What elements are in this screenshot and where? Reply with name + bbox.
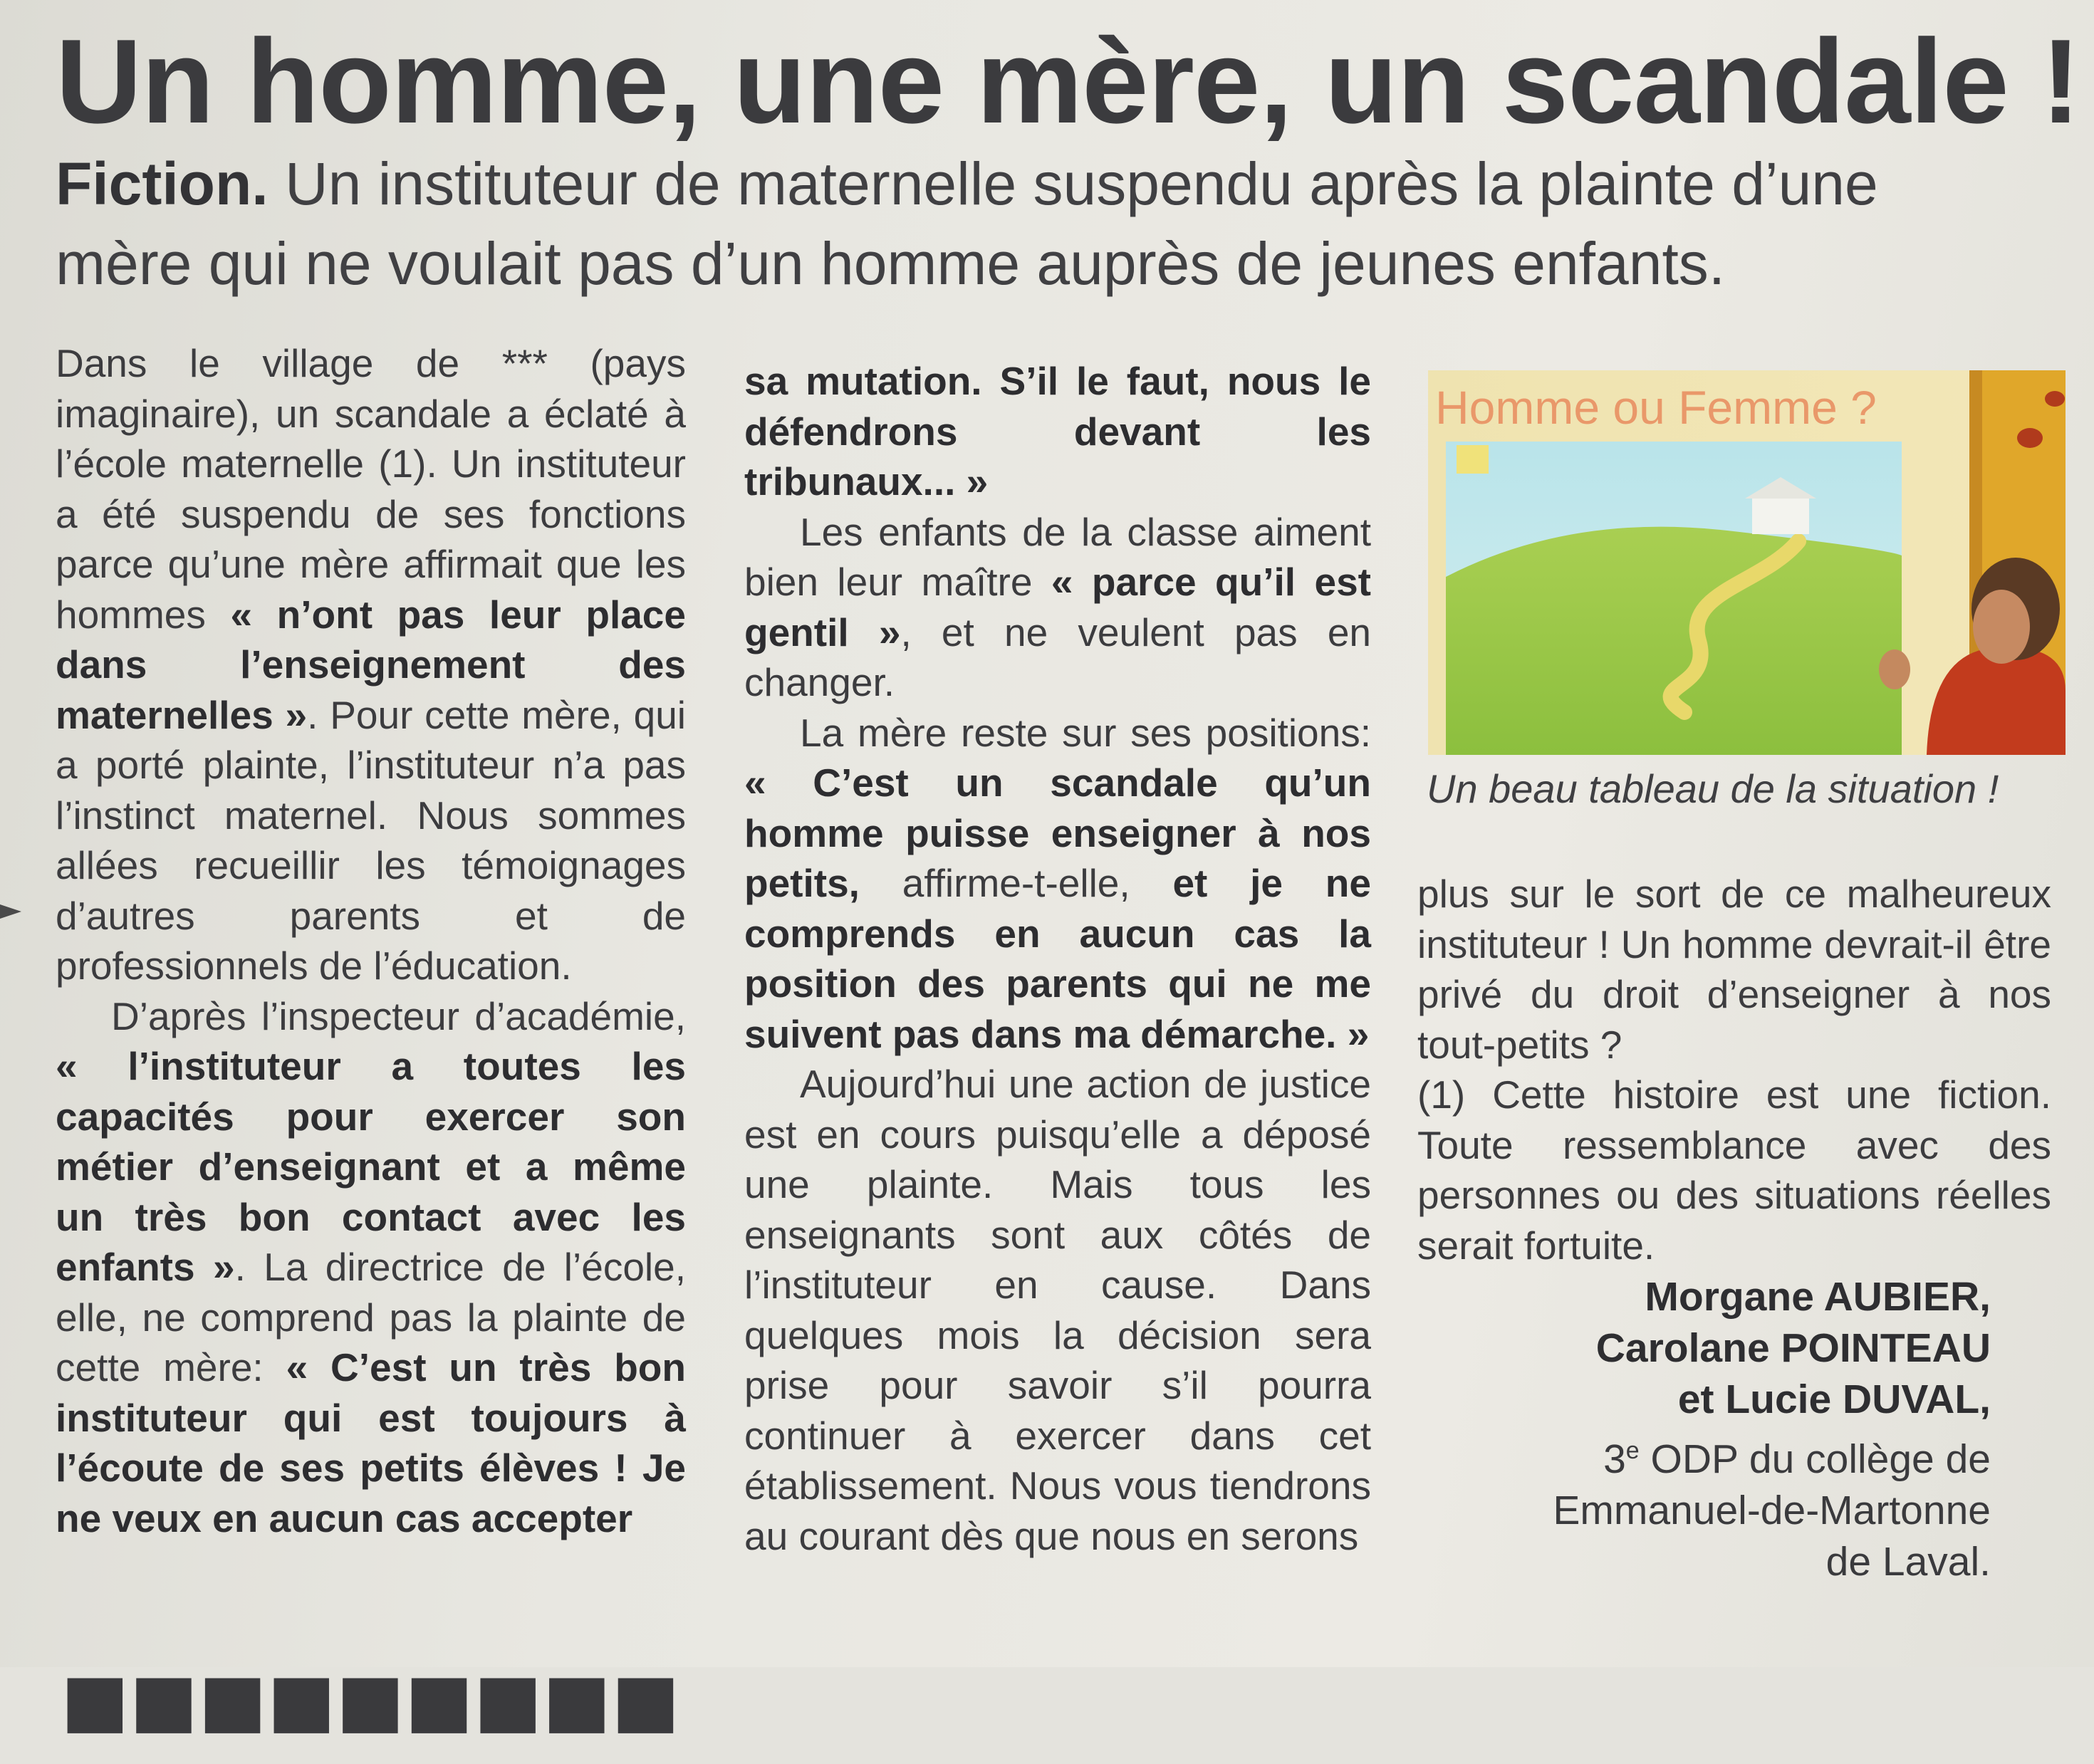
text-run: . Pour cette mère, qui a porté plainte, l’instituteur n’a pas l’instinct maternel. Nous sommes allées recueillir les témoignages d’autres parents et de professionnels de l’éducation.: [56, 692, 687, 988]
text-run: La mère reste sur ses positions:: [800, 710, 1371, 755]
article-column-2: [744, 356, 1371, 1561]
footnote: (1) Cette histoire est une fiction. Toute ressemblance avec des personnes ou des situations réelles serait fortuite.: [1417, 1073, 2051, 1268]
article-headline: Un homme, une mère, un scandale !: [56, 14, 2080, 148]
photo-teacher-face: [1973, 590, 2030, 664]
class-number: 3: [1603, 1436, 1626, 1482]
class-superscript: e: [1625, 1437, 1640, 1464]
quote-run: « C’est un très bon instituteur qui est toujours à l’écoute de ses petits élèves ! Je ne veux en aucun cas accepter: [56, 1345, 686, 1540]
class-label: ODP du collège de: [1639, 1436, 1991, 1482]
article-column-3: [1417, 869, 2051, 1270]
article-subheadline: [56, 144, 1993, 303]
text-run: Les enfants de la classe aiment bien leur maître: [744, 509, 1371, 604]
author-name: Morgane AUBIER,: [1645, 1274, 1991, 1320]
article-photo: [1428, 370, 2066, 755]
board-handwriting: Homme ou Femme ?: [1435, 381, 1877, 434]
quote-run: « C’est un scandale qu’un homme puisse enseigner à nos petits,: [744, 761, 1371, 905]
author-name: et Lucie DUVAL,: [1677, 1377, 1991, 1422]
author-class: [1553, 1425, 1991, 1485]
text-run: D’après l’inspecteur d’académie,: [111, 993, 686, 1038]
author-signature: [1553, 1271, 1991, 1587]
text-run: , et ne veulent pas en changer.: [744, 610, 1371, 704]
drawing-house: [1752, 495, 1809, 534]
quote-run: « l’instituteur a toutes les capacités pour exercer son métier d’enseignant et a même un très bon contact avec les enfants »: [56, 1044, 686, 1289]
photo-red-decoration: [2045, 391, 2065, 407]
author-town: de Laval.: [1825, 1539, 1991, 1585]
classroom-photo: [1428, 370, 2066, 755]
text-run: affirme-t-elle,: [859, 861, 1173, 905]
paragraph-1: [56, 338, 686, 991]
drawing-hill: [1446, 527, 1902, 755]
photo-caption: Un beau tableau de la situation !: [1427, 766, 1999, 811]
subhead-text: Un instituteur de maternelle suspendu après la plainte d’une mère qui ne voulait pas d’un homme auprès de jeunes enfants.: [56, 150, 1878, 297]
paragraph-continued: [744, 356, 1371, 507]
article-column-1: [56, 338, 686, 1543]
paragraph-2: [56, 991, 686, 1544]
paragraph-continued: plus sur le sort de ce malheureux instituteur ! Un homme devrait-il être privé du droit d’enseigner à nos tout-petits ?: [1417, 872, 2051, 1067]
margin-arrow-mark: [0, 904, 21, 919]
quote-run: « parce qu’il est gentil »: [744, 560, 1371, 654]
quote-run: et je ne comprends en aucun cas la position des parents qui ne me suivent pas dans ma démarche. »: [744, 861, 1371, 1056]
text-run: . La directrice de l’école, elle, ne comprend pas la plainte de cette mère:: [56, 1245, 687, 1389]
subhead-kicker: Fiction.: [56, 150, 269, 217]
photo-teacher-hand: [1879, 649, 1910, 689]
paragraph-3: [744, 507, 1371, 708]
paragraph-4: [744, 708, 1371, 1060]
author-school: Emmanuel-de-Martonne: [1553, 1488, 1991, 1533]
author-name: Carolane POINTEAU: [1595, 1325, 1991, 1371]
photo-red-decoration: [2017, 428, 2043, 448]
drawing-sun: [1457, 445, 1489, 474]
cropped-headline-shape: ■■■■■■■■■: [61, 1637, 680, 1764]
next-article-headline-fragment: [61, 1637, 1414, 1764]
paragraph-5: Aujourd’hui une action de justice est en cours puisqu’elle a déposé une plainte. Mais tous les enseignants sont aux côtés de l’instituteur en cause. Dans quelques mois la décision sera prise pour savoir s’il pourra continuer à exercer dans cet établissement. Nous vous tiendrons au courant dès que nous en serons: [744, 1062, 1371, 1558]
quote-run: sa mutation. S’il le faut, nous le défendrons devant les tribunaux... »: [744, 359, 1371, 503]
quote-run: « n’ont pas leur place dans l’enseignement des maternelles »: [56, 592, 686, 737]
text-run: Dans le village de *** (pays imaginaire), un scandale a éclaté à l’école maternelle (1). Un instituteur a été suspendu de ses fonctions parce qu’une mère affirmait que les hommes: [56, 341, 686, 637]
